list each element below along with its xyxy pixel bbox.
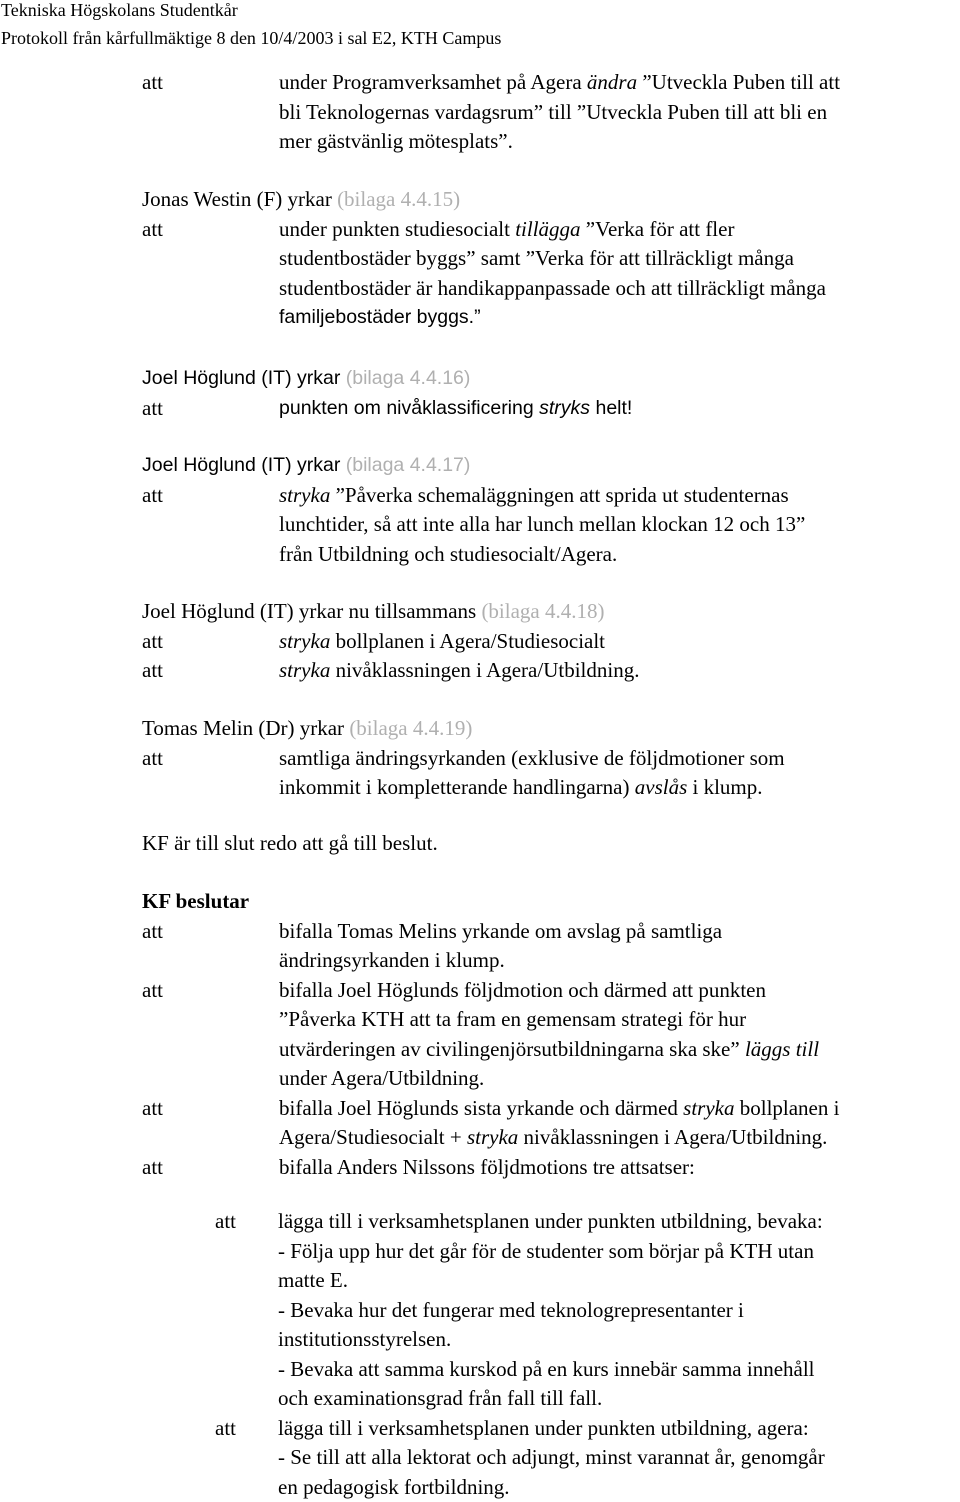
att-label: att	[0, 656, 279, 686]
motion-text: under Programverksamhet på Agera ändra ”Utveckla Puben till att bli Teknologernas vardagsrum” till ”Utveckla Puben till att bli en mer gästvänlig mötesplats”.	[279, 68, 960, 157]
att-label: att	[0, 976, 279, 1094]
bilaga-ref: (bilaga 4.4.18)	[481, 599, 604, 623]
bilaga-ref: (bilaga 4.4.16)	[346, 367, 471, 389]
att-label: att	[0, 394, 279, 424]
speaker-line: Joel Höglund (IT) yrkar (bilaga 4.4.17)	[0, 451, 960, 481]
speaker-line: Joel Höglund (IT) yrkar nu tillsammans (bilaga 4.4.18)	[0, 597, 960, 627]
sub-item-text: lägga till i verksamhetsplanen under punkten utbildning, agera: - Se till att alla lektorat och adjungt, minst varannat år, genomgår en pedagogisk fortbildning.	[278, 1414, 960, 1502]
att-label: att	[0, 481, 279, 570]
motion-paragraph-2	[0, 185, 960, 333]
bilaga-ref: (bilaga 4.4.19)	[349, 716, 472, 740]
att-label: att	[0, 627, 279, 657]
decision-text: bifalla Joel Höglunds följdmotion och därmed att punkten ”Påverka KTH att ta fram en gemensam strategi för hur utvärderingen av civilingenjörsutbildningarna ska ske” läggs till under Agera/Utbildning.	[279, 976, 960, 1094]
sub-items-section	[0, 1207, 960, 1502]
att-label: att	[0, 1207, 278, 1414]
statement-paragraph: KF är till slut redo att gå till beslut.	[0, 829, 960, 859]
att-label: att	[0, 917, 279, 976]
bilaga-ref: (bilaga 4.4.15)	[337, 187, 460, 211]
att-label: att	[0, 215, 279, 333]
decision-title: KF beslutar	[0, 887, 960, 917]
org-name: Tekniska Högskolans Studentkår	[1, 0, 501, 24]
decision-text: bifalla Joel Höglunds sista yrkande och därmed stryka bollplanen i Agera/Studiesocialt + stryka nivåklassningen i Agera/Utbildning.	[279, 1094, 960, 1153]
motion-paragraph-3	[0, 364, 960, 423]
protocol-title: Protokoll från kårfullmäktige 8 den 10/4/2003 i sal E2, KTH Campus	[1, 24, 501, 52]
att-label: att	[0, 1414, 278, 1502]
speaker-line: Joel Höglund (IT) yrkar (bilaga 4.4.16)	[0, 364, 960, 394]
motion-text: under punkten studiesocialt tillägga ”Verka för att fler studentbostäder byggs” samt ”Verka för att tillräckligt många studentbostäder är handikappanpassade och att tillräckligt många familjebostäder byggs.”	[279, 215, 960, 333]
motion-paragraph-1	[0, 68, 960, 157]
motion-text: punkten om nivåklassificering stryks helt!	[279, 394, 960, 424]
speaker-line: Tomas Melin (Dr) yrkar (bilaga 4.4.19)	[0, 714, 960, 744]
motion-text: stryka ”Påverka schemaläggningen att sprida ut studenternas lunchtider, så att inte alla har lunch mellan klockan 12 och 13” från Utbildning och studiesocialt/Agera.	[279, 481, 960, 570]
sub-item-text: lägga till i verksamhetsplanen under punkten utbildning, bevaka: - Följa upp hur det går för de studenter som börjar på KTH utan matte E. - Bevaka hur det fungerar med teknologrepresentanter i institutionsstyrelsen. - Bevaka att samma kurskod på en kurs innebär samma innehåll och examinationsgrad från fall till fall.	[278, 1207, 960, 1414]
motion-text: samtliga ändringsyrkanden (exklusive de följdmotioner som inkommit i kompletterande handlingarna) avslås i klump.	[279, 744, 960, 803]
decision-section	[0, 887, 960, 1182]
att-label: att	[0, 68, 279, 157]
motion-paragraph-4	[0, 451, 960, 569]
att-label: att	[0, 1153, 279, 1183]
motion-paragraph-6	[0, 714, 960, 803]
decision-text: bifalla Anders Nilssons följdmotions tre attsatser:	[279, 1153, 960, 1183]
decision-text: bifalla Tomas Melins yrkande om avslag på samtliga ändringsyrkanden i klump.	[279, 917, 960, 976]
att-label: att	[0, 744, 279, 803]
att-label: att	[0, 1094, 279, 1153]
page-header	[1, 0, 501, 52]
bilaga-ref: (bilaga 4.4.17)	[346, 454, 471, 476]
speaker-line: Jonas Westin (F) yrkar (bilaga 4.4.15)	[0, 185, 960, 215]
motion-paragraph-5: Joel Höglund (IT) yrkar nu tillsammans (bilaga 4.4.18) att stryka bollplanen i Agera/Studiesocialt att stryka nivåklassningen i Agera/Utbildning.	[0, 597, 960, 686]
